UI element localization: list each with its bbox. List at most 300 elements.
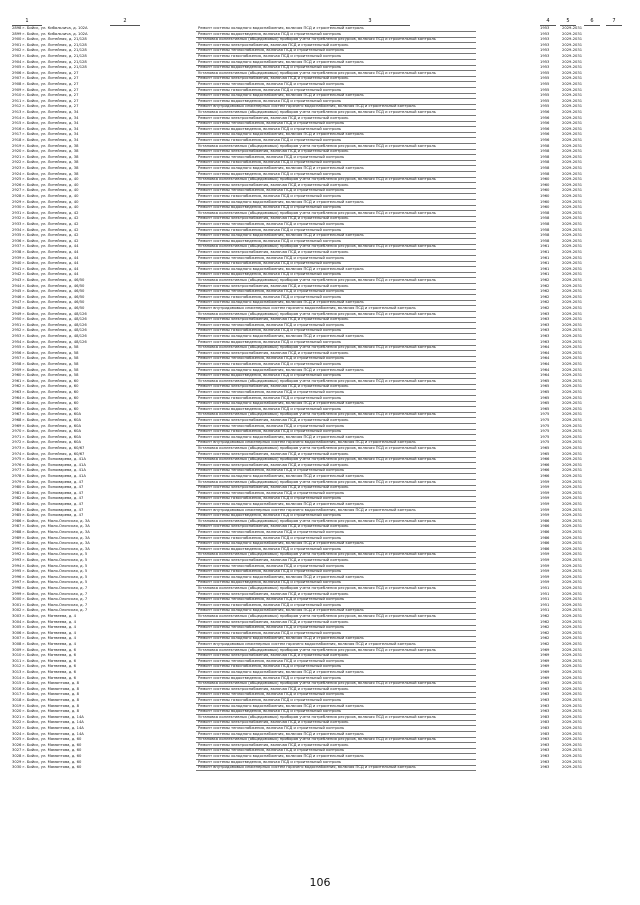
cell-period: 2029-2031 — [562, 530, 583, 534]
cell-address: 2962 г. Бийск, ул. Литейная, д. 60 — [12, 384, 79, 389]
cell-period: 2029-2031 — [562, 636, 583, 641]
cell-year: 1963 — [540, 765, 550, 770]
cell-year: 1966 — [540, 474, 550, 478]
cell-period: 2029-2031 — [562, 98, 583, 103]
cell-address: 2991 г. Бийск, ул. Мало-Олонская, д. 3А — [12, 546, 90, 551]
cell-work-type: Ремонт системы холодного водоснабжения, включая ПСД и строительный контроль — [198, 731, 364, 736]
cell-address: 2904 г. Бийск, ул. Литейная, д. 21/128 — [12, 59, 87, 64]
cell-address: 2933 г. Бийск, ул. Литейная, д. 42 — [12, 222, 79, 226]
page-number: 106 — [309, 876, 331, 889]
cell-year: 1953 — [540, 59, 550, 64]
cell-work-type: Ремонт системы электроснабжения, включая ПСД и строительный контроль — [198, 742, 349, 747]
cell-year: 1962 — [540, 306, 550, 310]
cell-address: 2928 г. Бийск, ул. Литейная, д. 40 — [12, 194, 79, 198]
cell-address: 2921 г. Бийск, ул. Литейная, д. 38 — [12, 154, 79, 159]
cell-address: 2946 г. Бийск, ул. Литейная, д. 46/50 — [12, 294, 85, 299]
cell-period: 2029-2031 — [562, 121, 583, 126]
cell-address: 3013 г. Бийск, ул. Матвеева, д. 6 — [12, 670, 76, 674]
cell-address: 2918 г. Бийск, ул. Литейная, д. 34 — [12, 138, 79, 142]
cell-work-type: Ремонт системы электроснабжения, включая ПСД и строительный контроль — [198, 720, 349, 725]
cell-year: 1963 — [540, 737, 550, 742]
cell-year: 1960 — [540, 177, 550, 182]
cell-year: 1959 — [540, 490, 550, 495]
cell-address: 2910 г. Бийск, ул. Литейная, д. 27 — [12, 93, 79, 98]
cell-address: 2917 г. Бийск, ул. Литейная, д. 34 — [12, 132, 79, 137]
cell-period: 2029-2031 — [562, 518, 583, 523]
cell-work-type: Ремонт системы теплоснабжения, включая ПСД и строительный контроль — [198, 625, 345, 630]
cell-year: 1964 — [540, 367, 550, 372]
cell-address: 2916 г. Бийск, ул. Литейная, д. 34 — [12, 126, 79, 131]
cell-address: 3024 г. Бийск, ул. Мамонтова, д. 14А — [12, 731, 84, 736]
cell-period: 2029-2031 — [562, 619, 583, 624]
cell-work-type: Ремонт внутридомовых инженерных систем горячего водоснабжения, включая ПСД и строительный контроль — [198, 104, 416, 109]
header-col-3: 3 — [330, 17, 410, 26]
cell-year: 1962 — [540, 630, 550, 635]
cell-period: 2029-2031 — [562, 474, 583, 478]
cell-year: 1960 — [540, 194, 550, 198]
cell-work-type: Установка коллективных (общедомовых) приборов учета потребления ресурсов, включая ПСД и строительный контроль — [198, 37, 436, 42]
cell-period: 2029-2031 — [562, 126, 583, 131]
cell-address: 2986 г. Бийск, ул. Мало-Олонская, д. 3А — [12, 518, 90, 523]
cell-work-type: Ремонт системы теплоснабжения, включая ПСД и строительный контроль — [198, 255, 345, 260]
cell-address: 2914 г. Бийск, ул. Литейная, д. 34 — [12, 115, 79, 120]
cell-work-type: Установка коллективных (общедомовых) приборов учета потребления ресурсов, включая ПСД и строительный контроль — [198, 143, 436, 148]
cell-period: 2029-2031 — [562, 395, 583, 400]
cell-period: 2029-2031 — [562, 31, 583, 36]
cell-year: 1969 — [540, 653, 550, 658]
cell-address: 2949 г. Бийск, ул. Литейная, д. 48/126 — [12, 311, 87, 316]
cell-year: 1953 — [540, 42, 550, 47]
cell-address: 2972 г. Бийск, ул. Литейная, д. 60А — [12, 440, 81, 445]
cell-address: 2955 г. Бийск, ул. Литейная, д. 58 — [12, 345, 79, 350]
cell-year: 1963 — [540, 703, 550, 708]
cell-year: 1962 — [540, 642, 550, 646]
cell-work-type: Ремонт системы газоснабжения, включая ПСД и строительный контроль — [198, 194, 342, 198]
header-col-6: 6 — [584, 17, 600, 26]
cell-address: 2932 г. Бийск, ул. Литейная, д. 42 — [12, 216, 79, 221]
cell-address: 2997 г. Бийск, ул. Мало-Олонская, д. 5 — [12, 580, 88, 585]
cell-period: 2029-2031 — [562, 401, 583, 406]
cell-address: 2994 г. Бийск, ул. Мало-Олонская, д. 5 — [12, 563, 88, 568]
cell-year: 1986 — [540, 541, 550, 546]
header-col-4: 4 — [540, 17, 556, 26]
cell-work-type: Ремонт системы холодного водоснабжения, включая ПСД и строительный контроль — [198, 132, 364, 137]
cell-address: 2947 г. Бийск, ул. Литейная, д. 46/50 — [12, 300, 85, 305]
cell-period: 2029-2031 — [562, 608, 583, 613]
cell-period: 2029-2031 — [562, 345, 583, 350]
cell-work-type: Ремонт системы холодного водоснабжения, включая ПСД и строительный контроль — [198, 502, 364, 506]
cell-address: 3030 г. Бийск, ул. Мамонтова, д. 60 — [12, 765, 82, 770]
cell-work-type: Установка коллективных (общедомовых) приборов учета потребления ресурсов, включая ПСД и строительный контроль — [198, 586, 436, 590]
cell-address: 2957 г. Бийск, ул. Литейная, д. 58 — [12, 356, 79, 361]
cell-period: 2029-2031 — [562, 138, 583, 142]
cell-period: 2029-2031 — [562, 546, 583, 551]
cell-work-type: Ремонт системы холодного водоснабжения, включая ПСД и строительный контроль — [198, 401, 364, 406]
cell-period: 2029-2031 — [562, 294, 583, 299]
cell-year: 1962 — [540, 619, 550, 624]
cell-work-type: Ремонт системы газоснабжения, включая ПСД и строительный контроль — [198, 227, 342, 232]
cell-period: 2029-2031 — [562, 244, 583, 249]
cell-period: 2029-2031 — [562, 602, 583, 607]
cell-period: 2029-2031 — [562, 703, 583, 708]
cell-work-type: Ремонт системы электроснабжения, включая ПСД и строительный контроль — [198, 76, 349, 81]
cell-year: 1951 — [540, 586, 550, 590]
cell-year: 1964 — [540, 373, 550, 378]
cell-period: 2029-2031 — [562, 748, 583, 753]
cell-address: 2900 г. Бийск, ул. Литейная, д. 21/128 — [12, 37, 87, 42]
cell-period: 2029-2031 — [562, 166, 583, 170]
cell-period: 2029-2031 — [562, 496, 583, 501]
cell-year: 1969 — [540, 647, 550, 652]
cell-work-type: Ремонт системы электроснабжения, включая ПСД и строительный контроль — [198, 384, 349, 389]
cell-year: 1962 — [540, 294, 550, 299]
cell-work-type: Ремонт системы газоснабжения, включая ПСД и строительный контроль — [198, 294, 342, 299]
cell-period: 2029-2031 — [562, 205, 583, 210]
cell-work-type: Ремонт системы холодного водоснабжения, включая ПСД и строительный контроль — [198, 300, 364, 305]
cell-year: 1964 — [540, 345, 550, 350]
cell-address: 2938 г. Бийск, ул. Литейная, д. 44 — [12, 250, 79, 254]
cell-period: 2029-2031 — [562, 468, 583, 473]
cell-period: 2029-2031 — [562, 440, 583, 445]
cell-work-type: Установка коллективных (общедомовых) приборов учета потребления ресурсов, включая ПСД и строительный контроль — [198, 737, 436, 742]
cell-address: 3020 г. Бийск, ул. Мамонтова, д. 8 — [12, 709, 79, 714]
cell-year: 1960 — [540, 199, 550, 204]
cell-period: 2029-2031 — [562, 535, 583, 540]
cell-address: 2995 г. Бийск, ул. Мало-Олонская, д. 5 — [12, 569, 88, 574]
cell-address: 2898 г. Бийск, ул. Кибальчича, д. 102А — [12, 26, 88, 30]
cell-period: 2029-2031 — [562, 322, 583, 327]
cell-year: 1963 — [540, 692, 550, 697]
cell-year: 1975 — [540, 434, 550, 439]
cell-year: 1986 — [540, 518, 550, 523]
cell-period: 2029-2031 — [562, 647, 583, 652]
cell-period: 2029-2031 — [562, 300, 583, 305]
cell-address: 2992 г. Бийск, ул. Мало-Олонская, д. 5 — [12, 552, 88, 557]
cell-work-type: Ремонт системы водоотведения, включая ПСД и строительный контроль — [198, 171, 342, 176]
cell-period: 2029-2031 — [562, 451, 583, 456]
cell-period: 2029-2031 — [562, 630, 583, 635]
cell-address: 2924 г. Бийск, ул. Литейная, д. 38 — [12, 171, 79, 176]
cell-period: 2029-2031 — [562, 709, 583, 714]
cell-period: 2029-2031 — [562, 339, 583, 344]
cell-period: 2029-2031 — [562, 457, 583, 462]
cell-period: 2029-2031 — [562, 558, 583, 562]
cell-period: 2029-2031 — [562, 373, 583, 378]
cell-year: 1955 — [540, 98, 550, 103]
cell-period: 2029-2031 — [562, 82, 583, 86]
cell-period: 2029-2031 — [562, 227, 583, 232]
cell-address: 2966 г. Бийск, ул. Литейная, д. 60 — [12, 406, 79, 411]
cell-period: 2029-2031 — [562, 658, 583, 663]
cell-year: 1955 — [540, 104, 550, 109]
cell-year: 1961 — [540, 250, 550, 254]
header-col-1: 1 — [12, 17, 42, 26]
cell-address: 2937 г. Бийск, ул. Литейная, д. 44 — [12, 244, 79, 249]
cell-address: 2952 г. Бийск, ул. Литейная, д. 48/126 — [12, 328, 87, 333]
cell-work-type: Ремонт системы газоснабжения, включая ПСД и строительный контроль — [198, 535, 342, 540]
cell-period: 2029-2031 — [562, 188, 583, 193]
cell-year: 1959 — [540, 479, 550, 484]
cell-period: 2029-2031 — [562, 250, 583, 254]
cell-year: 1959 — [540, 513, 550, 518]
cell-year: 1986 — [540, 530, 550, 534]
cell-year: 1983 — [540, 726, 550, 730]
cell-year: 1964 — [540, 362, 550, 366]
cell-address: 2980 г. Бийск, ул. Пономарева, д. 47 — [12, 485, 84, 490]
cell-year: 1951 — [540, 602, 550, 607]
cell-year: 1965 — [540, 446, 550, 450]
cell-period: 2029-2031 — [562, 233, 583, 238]
cell-year: 1958 — [540, 154, 550, 159]
cell-address: 2930 г. Бийск, ул. Литейная, д. 40 — [12, 205, 79, 210]
cell-year: 1969 — [540, 664, 550, 669]
cell-work-type: Ремонт системы газоснабжения, включая ПСД и строительный контроль — [198, 496, 342, 501]
cell-work-type: Ремонт системы газоснабжения, включая ПСД и строительный контроль — [198, 395, 342, 400]
cell-work-type: Ремонт системы теплоснабжения, включая ПСД и строительный контроль — [198, 121, 345, 126]
cell-period: 2029-2031 — [562, 216, 583, 221]
cell-year: 1959 — [540, 507, 550, 512]
cell-work-type: Ремонт системы водоотведения, включая ПСД и строительный контроль — [198, 126, 342, 131]
cell-period: 2029-2031 — [562, 160, 583, 165]
cell-address: 2923 г. Бийск, ул. Литейная, д. 38 — [12, 166, 79, 170]
cell-work-type: Ремонт системы холодного водоснабжения, включая ПСД и строительный контроль — [198, 367, 364, 372]
cell-period: 2029-2031 — [562, 423, 583, 428]
cell-address: 2942 г. Бийск, ул. Литейная, д. 44 — [12, 272, 79, 277]
cell-work-type: Ремонт системы электроснабжения, включая ПСД и строительный контроль — [198, 317, 349, 322]
cell-year: 1958 — [540, 216, 550, 221]
cell-work-type: Ремонт системы холодного водоснабжения, включая ПСД и строительный контроль — [198, 199, 364, 204]
cell-work-type: Ремонт системы водоотведения, включая ПСД и строительный контроль — [198, 580, 342, 585]
cell-period: 2029-2031 — [562, 490, 583, 495]
cell-period: 2029-2031 — [562, 597, 583, 602]
cell-work-type: Установка коллективных (общедомовых) приборов учета потребления ресурсов, включая ПСД и строительный контроль — [198, 479, 436, 484]
cell-period: 2029-2031 — [562, 754, 583, 758]
cell-period: 2029-2031 — [562, 54, 583, 58]
cell-work-type: Ремонт системы холодного водоснабжения, включая ПСД и строительный контроль — [198, 608, 364, 613]
cell-year: 1965 — [540, 378, 550, 383]
cell-work-type: Ремонт системы холодного водоснабжения, включая ПСД и строительный контроль — [198, 434, 364, 439]
cell-work-type: Установка коллективных (общедомовых) приборов учета потребления ресурсов, включая ПСД и строительный контроль — [198, 177, 436, 182]
cell-work-type: Ремонт системы теплоснабжения, включая ПСД и строительный контроль — [198, 188, 345, 193]
cell-address: 2922 г. Бийск, ул. Литейная, д. 38 — [12, 160, 79, 165]
cell-work-type: Ремонт системы электроснабжения, включая ПСД и строительный контроль — [198, 591, 349, 596]
cell-work-type: Ремонт системы электроснабжения, включая ПСД и строительный контроль — [198, 182, 349, 187]
cell-period: 2029-2031 — [562, 580, 583, 585]
cell-period: 2029-2031 — [562, 222, 583, 226]
cell-address: 2936 г. Бийск, ул. Литейная, д. 42 — [12, 238, 79, 243]
cell-period: 2029-2031 — [562, 182, 583, 187]
cell-address: 3023 г. Бийск, ул. Мамонтова, д. 14А — [12, 726, 84, 730]
cell-period: 2029-2031 — [562, 720, 583, 725]
cell-address: 3005 г. Бийск, ул. Матвеева, д. 4 — [12, 625, 76, 630]
cell-work-type: Установка коллективных (общедомовых) приборов учета потребления ресурсов, включая ПСД и строительный контроль — [198, 457, 436, 462]
cell-period: 2029-2031 — [562, 681, 583, 686]
cell-period: 2029-2031 — [562, 266, 583, 271]
cell-period: 2029-2031 — [562, 87, 583, 92]
cell-work-type: Ремонт системы газоснабжения, включая ПСД и строительный контроль — [198, 54, 342, 58]
cell-period: 2029-2031 — [562, 569, 583, 574]
cell-address: 2987 г. Бийск, ул. Мало-Олонская, д. 3А — [12, 524, 90, 529]
cell-year: 1959 — [540, 558, 550, 562]
cell-work-type: Ремонт системы электроснабжения, включая ПСД и строительный контроль — [198, 115, 349, 120]
cell-period: 2029-2031 — [562, 76, 583, 81]
cell-year: 1986 — [540, 524, 550, 529]
cell-work-type: Установка коллективных (общедомовых) приборов учета потребления ресурсов, включая ПСД и строительный контроль — [198, 614, 436, 618]
cell-year: 1951 — [540, 597, 550, 602]
cell-work-type: Ремонт системы водоотведения, включая ПСД и строительный контроль — [198, 373, 342, 378]
cell-year: 1965 — [540, 406, 550, 411]
cell-year: 1963 — [540, 754, 550, 758]
cell-year: 1956 — [540, 132, 550, 137]
cell-work-type: Ремонт системы водоотведения, включая ПСД и строительный контроль — [198, 31, 342, 36]
cell-address: 2953 г. Бийск, ул. Литейная, д. 48/126 — [12, 334, 87, 338]
cell-address: 3022 г. Бийск, ул. Мамонтова, д. 14А — [12, 720, 84, 725]
cell-year: 1962 — [540, 278, 550, 282]
cell-work-type: Установка коллективных (общедомовых) приборов учета потребления ресурсов, включая ПСД и строительный контроль — [198, 714, 436, 719]
cell-period: 2029-2031 — [562, 759, 583, 764]
cell-address: 3014 г. Бийск, ул. Матвеева, д. 6 — [12, 675, 76, 680]
cell-period: 2029-2031 — [562, 143, 583, 148]
cell-work-type: Ремонт системы водоотведения, включая ПСД и строительный контроль — [198, 339, 342, 344]
cell-year: 1959 — [540, 502, 550, 506]
cell-year: 1965 — [540, 390, 550, 394]
cell-year: 1962 — [540, 283, 550, 288]
cell-year: 1958 — [540, 171, 550, 176]
cell-address: 3003 г. Бийск, ул. Матвеева, д. 4 — [12, 614, 76, 618]
cell-period: 2029-2031 — [562, 737, 583, 742]
cell-work-type: Ремонт системы электроснабжения, включая ПСД и строительный контроль — [198, 619, 349, 624]
cell-address: 2915 г. Бийск, ул. Литейная, д. 34 — [12, 121, 79, 126]
cell-year: 1975 — [540, 423, 550, 428]
cell-period: 2029-2031 — [562, 384, 583, 389]
cell-work-type: Ремонт системы водоотведения, включая ПСД и строительный контроль — [198, 238, 342, 243]
cell-address: 2961 г. Бийск, ул. Литейная, д. 60 — [12, 378, 79, 383]
cell-work-type: Установка коллективных (общедомовых) приборов учета потребления ресурсов, включая ПСД и строительный контроль — [198, 278, 436, 282]
cell-year: 1963 — [540, 686, 550, 691]
cell-year: 1958 — [540, 222, 550, 226]
cell-period: 2029-2031 — [562, 93, 583, 98]
cell-work-type: Ремонт системы теплоснабжения, включая ПСД и строительный контроль — [198, 468, 345, 473]
cell-period: 2029-2031 — [562, 462, 583, 467]
cell-address: 2901 г. Бийск, ул. Литейная, д. 21/128 — [12, 42, 87, 47]
cell-period: 2029-2031 — [562, 255, 583, 260]
cell-address: 3011 г. Бийск, ул. Матвеева, д. 6 — [12, 658, 76, 663]
cell-period: 2029-2031 — [562, 485, 583, 490]
cell-period: 2029-2031 — [562, 664, 583, 669]
header-col-2: 2 — [110, 17, 140, 26]
cell-period: 2029-2031 — [562, 507, 583, 512]
cell-work-type: Ремонт системы водоотведения, включая ПСД и строительный контроль — [198, 546, 342, 551]
cell-year: 1962 — [540, 289, 550, 294]
cell-work-type: Ремонт системы теплоснабжения, включая ПСД и строительный контроль — [198, 490, 345, 495]
cell-period: 2029-2031 — [562, 59, 583, 64]
cell-address: 2905 г. Бийск, ул. Литейная, д. 21/128 — [12, 65, 87, 70]
cell-period: 2029-2031 — [562, 670, 583, 674]
cell-address: 2940 г. Бийск, ул. Литейная, д. 44 — [12, 261, 79, 266]
cell-period: 2029-2031 — [562, 479, 583, 484]
cell-year: 1983 — [540, 720, 550, 725]
cell-address: 2975 г. Бийск, ул. Пономарева, д. 41А — [12, 457, 86, 462]
cell-year: 1959 — [540, 574, 550, 579]
cell-period: 2029-2031 — [562, 149, 583, 154]
cell-work-type: Ремонт системы водоотведения, включая ПСД и строительный контроль — [198, 406, 342, 411]
cell-work-type: Ремонт внутридомовых инженерных систем горячего водоснабжения, включая ПСД и строительный контроль — [198, 440, 416, 445]
cell-year: 1958 — [540, 143, 550, 148]
cell-work-type: Ремонт системы холодного водоснабжения, включая ПСД и строительный контроль — [198, 574, 364, 579]
header-col-7: 7 — [606, 17, 622, 26]
cell-work-type: Ремонт системы электроснабжения, включая ПСД и строительный контроль — [198, 216, 349, 221]
cell-work-type: Установка коллективных (общедомовых) приборов учета потребления ресурсов, включая ПСД и строительный контроль — [198, 446, 436, 450]
cell-period: 2029-2031 — [562, 37, 583, 42]
cell-work-type: Ремонт системы холодного водоснабжения, включая ПСД и строительный контроль — [198, 93, 364, 98]
cell-address: 2982 г. Бийск, ул. Пономарева, д. 47 — [12, 496, 84, 501]
cell-address: 3001 г. Бийск, ул. Мало-Олонская, д. 7 — [12, 602, 88, 607]
cell-year: 1951 — [540, 608, 550, 613]
cell-address: 2973 г. Бийск, ул. Литейная, д. 60/67 — [12, 446, 85, 450]
cell-address: 2913 г. Бийск, ул. Литейная, д. 34 — [12, 110, 79, 114]
cell-work-type: Ремонт системы теплоснабжения, включая ПСД и строительный контроль — [198, 222, 345, 226]
cell-year: 1962 — [540, 300, 550, 305]
cell-year: 1963 — [540, 681, 550, 686]
cell-year: 1975 — [540, 440, 550, 445]
cell-period: 2029-2031 — [562, 731, 583, 736]
cell-year: 1956 — [540, 115, 550, 120]
cell-year: 1959 — [540, 496, 550, 501]
cell-period: 2029-2031 — [562, 132, 583, 137]
cell-address: 3029 г. Бийск, ул. Мамонтова, д. 60 — [12, 759, 82, 764]
cell-address: 3012 г. Бийск, ул. Матвеева, д. 6 — [12, 664, 76, 669]
cell-address: 2968 г. Бийск, ул. Литейная, д. 60А — [12, 418, 81, 422]
cell-period: 2029-2031 — [562, 48, 583, 53]
cell-year: 1965 — [540, 384, 550, 389]
cell-period: 2029-2031 — [562, 199, 583, 204]
cell-year: 1966 — [540, 468, 550, 473]
cell-address: 2945 г. Бийск, ул. Литейная, д. 46/50 — [12, 289, 85, 294]
cell-work-type: Ремонт системы водоотведения, включая ПСД и строительный контроль — [198, 272, 342, 277]
cell-work-type: Установка коллективных (общедомовых) приборов учета потребления ресурсов, включая ПСД и строительный контроль — [198, 311, 436, 316]
cell-work-type: Ремонт системы теплоснабжения, включая ПСД и строительный контроль — [198, 423, 345, 428]
cell-address: 2919 г. Бийск, ул. Литейная, д. 38 — [12, 143, 79, 148]
cell-period: 2029-2031 — [562, 356, 583, 361]
cell-period: 2029-2031 — [562, 378, 583, 383]
cell-work-type: Ремонт системы теплоснабжения, включая ПСД и строительный контроль — [198, 289, 345, 294]
cell-period: 2029-2031 — [562, 42, 583, 47]
cell-address: 2911 г. Бийск, ул. Литейная, д. 27 — [12, 98, 79, 103]
cell-work-type: Ремонт системы холодного водоснабжения, включая ПСД и строительный контроль — [198, 26, 364, 30]
cell-year: 1955 — [540, 76, 550, 81]
cell-period: 2029-2031 — [562, 406, 583, 411]
cell-year: 1975 — [540, 412, 550, 417]
cell-period: 2029-2031 — [562, 26, 583, 30]
cell-address: 2951 г. Бийск, ул. Литейная, д. 48/126 — [12, 322, 87, 327]
cell-work-type: Ремонт системы газоснабжения, включая ПСД и строительный контроль — [198, 630, 342, 635]
cell-address: 3025 г. Бийск, ул. Мамонтова, д. 60 — [12, 737, 82, 742]
cell-year: 1959 — [540, 569, 550, 574]
cell-year: 1983 — [540, 714, 550, 719]
cell-year: 1962 — [540, 636, 550, 641]
cell-year: 1953 — [540, 48, 550, 53]
cell-year: 1956 — [540, 110, 550, 114]
cell-period: 2029-2031 — [562, 311, 583, 316]
cell-year: 1963 — [540, 311, 550, 316]
cell-work-type: Ремонт системы водоотведения, включая ПСД и строительный контроль — [198, 513, 342, 518]
cell-work-type: Установка коллективных (общедомовых) приборов учета потребления ресурсов, включая ПСД и строительный контроль — [198, 378, 436, 383]
cell-work-type: Установка коллективных (общедомовых) приборов учета потребления ресурсов, включая ПСД и строительный контроль — [198, 518, 436, 523]
cell-year: 1953 — [540, 65, 550, 70]
cell-period: 2029-2031 — [562, 614, 583, 618]
cell-address: 2999 г. Бийск, ул. Мало-Олонская, д. 7 — [12, 591, 88, 596]
cell-period: 2029-2031 — [562, 306, 583, 310]
